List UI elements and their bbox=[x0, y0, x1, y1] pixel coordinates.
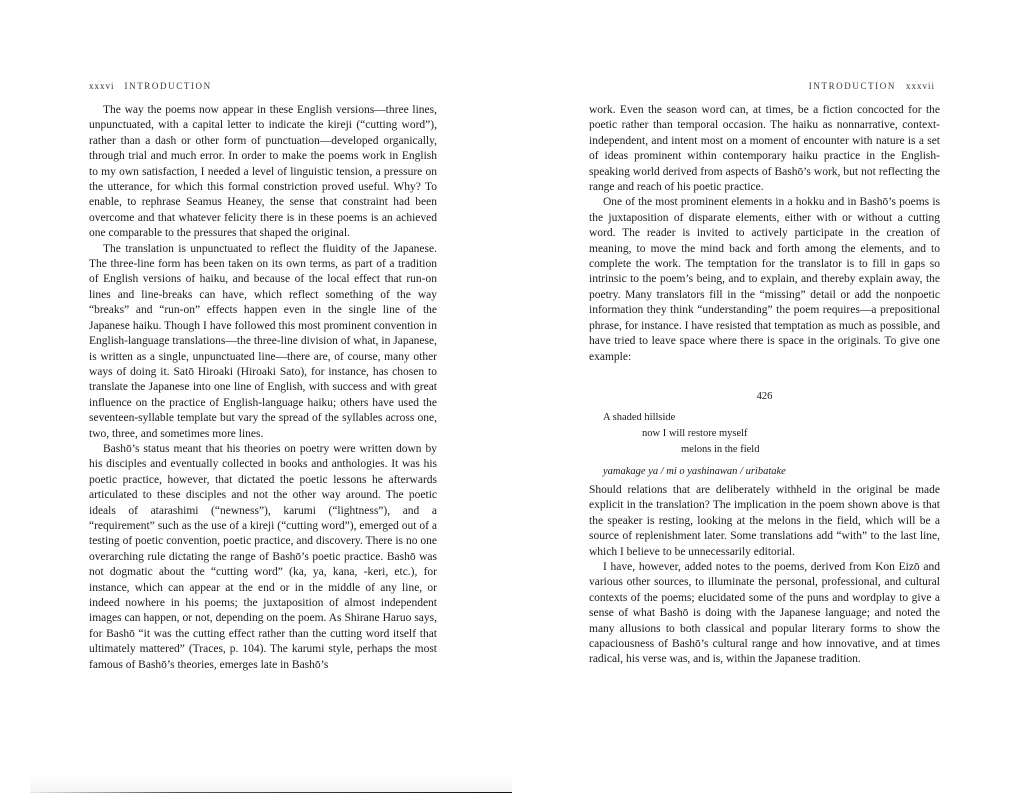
poem-line-3: melons in the field bbox=[681, 443, 760, 455]
left-running-title: INTRODUCTION bbox=[124, 81, 212, 91]
poem-romaji: yamakage ya / mi o yashinawan / uribatake bbox=[603, 465, 786, 477]
left-running-head bbox=[89, 81, 212, 91]
left-folio: xxxvi bbox=[89, 81, 115, 91]
right-running-title: INTRODUCTION bbox=[808, 81, 896, 91]
right-page bbox=[512, 0, 1024, 795]
right-folio: xxxvii bbox=[905, 81, 935, 91]
left-paragraph-3: Bashō’s status meant that his theories on poetry were written down by his disciples and eventually collected in books and anthologies. It was his poetic practice, however, that dictated the poetic lessons he afterwards articulated to these disciples and not the other way around. The poetic ideals of atarashimi (“newness”), karumi (“lightness”), and a “requirement” such as the use of a kireji (“cutting word”), emerged out of a testing of poetic convention, poetic practice, and discovery. There is no one overarching rule dictating the range of Bashō’s poetic practice. Bashō was not dogmatic about the “cutting word” (ka, ya, kana, -keri, etc.), for instance, which can appear at the end or in the middle of any line, or indeed nowhere in his poems; the juxtaposition of almost independent images can happen, or not, depending on the poem. As Shirane Haruo says, for Bashō “it was the cutting effect rather than the cutting word itself that ultimately mattered” (Traces, p. 104). The karumi style, perhaps the most famous of Bashō’s theories, emerges late in Bashō’s bbox=[89, 442, 437, 671]
right-paragraph-3: Should relations that are deliberately withheld in the original be made explicit in the translation? The implication in the poem shown above is that the speaker is resting, looking at the melons in the field, which will be a source of replenishment later. Some translations add “with” to the last line, which I believe to be unnecessarily editorial. bbox=[589, 483, 940, 558]
page-bottom-edge bbox=[30, 792, 512, 793]
poem-number: 426 bbox=[756, 390, 773, 402]
poem-block bbox=[589, 365, 940, 461]
poem-line-1: A shaded hillside bbox=[603, 411, 676, 423]
poem-line-2: now I will restore myself bbox=[642, 427, 748, 439]
right-running-head bbox=[809, 81, 935, 91]
left-body-text bbox=[89, 103, 437, 673]
right-body-text bbox=[589, 103, 940, 668]
left-paragraph-2: The translation is unpunctuated to reflect the fluidity of the Japanese. The three-line form has been taken on its own terms, as part of a tradition of English versions of haiku, and because of the local effect that run-on lines and line-breaks can have, which reflect something of the way “breaks” and “run-on” effects happen even in the single line of the Japanese haiku. Though I have followed this most prominent convention in English-language translations—the three-line division of what, in Japanese, is written as a single, unpunctuated line—there are, of course, many other ways of doing it. Satō Hiroaki (Hiroaki Sato), for instance, has chosen to translate the Japanese into one line of English, with success and with great influence on the practice of English-language haiku; others have used the seventeen-syllable template but vary the spread of the syllables across one, two, three, and sometimes more lines. bbox=[89, 242, 437, 440]
left-paragraph-1: The way the poems now appear in these English versions—three lines, unpunctuated, with a capital letter to indicate the kireji (“cutting word”), rather than a dash or other form of punctuation—developed organically, through trial and much error. In order to make the poems work in English to my own satisfaction, I needed a level of linguistic tension, a pressure on the utterance, for which this formal constriction proved useful. Why? To enable, to rephrase Seamus Heaney, the sense that constraint had been overcome and that whatever felicity there is in these poems is an achieved one comparable to the pressures that shaped the original. bbox=[89, 104, 437, 240]
right-paragraph-1: work. Even the season word can, at times, be a fiction concocted for the poetic rather than temporal occasion. The haiku as nonnarrative, context-independent, and intent most on a moment of encounter with nature is a set of ideas prominent within contemporary haiku practice in the English-speaking world derived from aspects of Bashō’s work, but not reflecting the range and reach of his poetic practice. bbox=[589, 104, 940, 194]
page-shadow bbox=[30, 772, 512, 792]
right-paragraph-2: One of the most prominent elements in a hokku and in Bashō’s poems is the juxtaposition of disparate elements, either with or without a cutting word. The reader is invited to actively participate in the creation of meaning, to move the mind back and forth among the elements, and to complete the work. The temptation for the translator is to fill in gaps so intrinsic to the poem’s being, and to explain, and thereby explain away, the poetry. Many translators fill in the “missing” detail or add the nonpoetic information they think “understanding” the poem requires—a prepositional phrase, for instance. I have resisted that temptation as much as possible, and have tried to leave space where there is space in the originals. To give one example: bbox=[589, 196, 940, 363]
right-paragraph-4: I have, however, added notes to the poems, derived from Kon Eizō and various other sources, to illuminate the personal, professional, and cultural contexts of the poems; elucidated some of the puns and wordplay to give a sense of what Bashō is doing with the Japanese language; and noted the many allusions to both classical and popular literary forms to show the capaciousness of Bashō’s cultural range and how innovative, and at times radical, his verse was, and is, within the Japanese tradition. bbox=[589, 560, 940, 666]
